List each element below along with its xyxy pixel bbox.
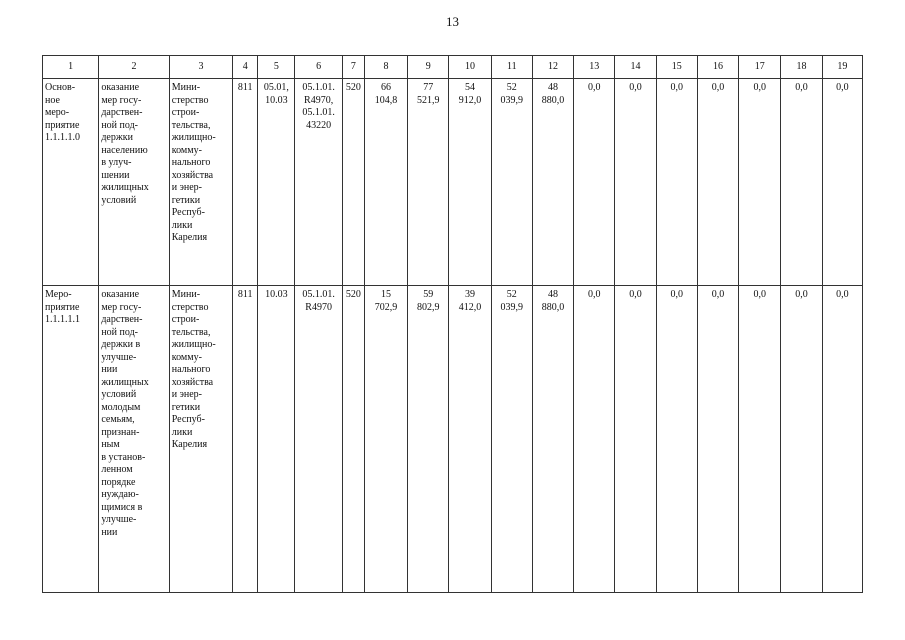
event-description: оказание мер госу- дарствен- ной под- держки населению в улуч- шении жилищных условий xyxy=(101,82,149,206)
table-row xyxy=(43,79,863,286)
table-cell: 48 880,0 xyxy=(532,79,573,286)
table-cell: 0,0 xyxy=(656,79,697,286)
table-cell: 39 412,0 xyxy=(449,286,491,593)
column-header: 11 xyxy=(491,56,532,79)
column-header: 3 xyxy=(169,56,232,79)
column-header: 17 xyxy=(739,56,781,79)
column-header: 1 xyxy=(43,56,99,79)
table-cell xyxy=(43,286,99,593)
table-cell xyxy=(169,286,232,593)
table-cell: 520 xyxy=(342,286,364,593)
table-cell xyxy=(43,79,99,286)
table-cell: 0,0 xyxy=(656,286,697,593)
table-cell xyxy=(99,79,169,286)
column-header: 8 xyxy=(364,56,407,79)
column-header: 19 xyxy=(822,56,862,79)
table-cell: 52 039,9 xyxy=(491,286,532,593)
column-header: 16 xyxy=(697,56,738,79)
event-description: оказание мер госу- дарствен- ной под- держки в улучше- нии жилищных условий молодым семьям, признан- ным в установ- ленном порядке нуждаю- щимися в улучше- нии xyxy=(101,289,149,538)
page-number: 13 xyxy=(446,14,459,29)
column-header: 9 xyxy=(408,56,449,79)
header-row xyxy=(43,56,863,79)
responsible-body: Мини- стерство строи- тельства, жилищно- комму- нального хозяйства и энер- гетики Респуб- лики Карелия xyxy=(171,289,216,450)
table-cell xyxy=(169,79,232,286)
table-cell: 0,0 xyxy=(615,79,656,286)
table-cell: 0,0 xyxy=(739,286,781,593)
table-cell: 0,0 xyxy=(781,79,822,286)
table-cell: 811 xyxy=(233,286,258,593)
event-code: Меро- приятие 1.1.1.1.1 xyxy=(45,289,80,325)
table-cell: 0,0 xyxy=(574,79,615,286)
column-header: 2 xyxy=(99,56,169,79)
table-cell: 811 xyxy=(233,79,258,286)
table-cell: 520 xyxy=(342,79,364,286)
table-cell: 66 104,8 xyxy=(364,79,407,286)
table-cell: 59 802,9 xyxy=(408,286,449,593)
table-cell: 77 521,9 xyxy=(408,79,449,286)
column-header: 13 xyxy=(574,56,615,79)
table-cell xyxy=(99,286,169,593)
column-header: 14 xyxy=(615,56,656,79)
table-cell: 0,0 xyxy=(822,79,862,286)
table-cell: 0,0 xyxy=(822,286,862,593)
table-cell: 0,0 xyxy=(697,286,738,593)
column-header: 18 xyxy=(781,56,822,79)
table-cell: 05.01, 10.03 xyxy=(258,79,295,286)
column-header: 15 xyxy=(656,56,697,79)
column-header: 10 xyxy=(449,56,491,79)
table-cell: 0,0 xyxy=(615,286,656,593)
table-cell: 05.1.01. R4970 xyxy=(295,286,342,593)
column-header: 7 xyxy=(342,56,364,79)
responsible-body: Мини- стерство строи- тельства, жилищно- комму- нального хозяйства и энер- гетики Респуб- лики Карелия xyxy=(171,82,216,243)
table-cell: 48 880,0 xyxy=(532,286,573,593)
column-header: 12 xyxy=(532,56,573,79)
table-cell: 0,0 xyxy=(781,286,822,593)
event-code: Основ- ное меро- приятие 1.1.1.1.0 xyxy=(45,82,80,143)
table-cell: 52 039,9 xyxy=(491,79,532,286)
table-cell: 05.1.01. R4970, 05.1.01. 43220 xyxy=(295,79,342,286)
table-cell: 10.03 xyxy=(258,286,295,593)
table-cell: 0,0 xyxy=(739,79,781,286)
table-cell: 54 912,0 xyxy=(449,79,491,286)
budget-table xyxy=(42,55,863,593)
column-header: 4 xyxy=(233,56,258,79)
column-header: 5 xyxy=(258,56,295,79)
table-cell: 15 702,9 xyxy=(364,286,407,593)
column-header: 6 xyxy=(295,56,342,79)
table-row xyxy=(43,286,863,593)
table-cell: 0,0 xyxy=(697,79,738,286)
table-cell: 0,0 xyxy=(574,286,615,593)
